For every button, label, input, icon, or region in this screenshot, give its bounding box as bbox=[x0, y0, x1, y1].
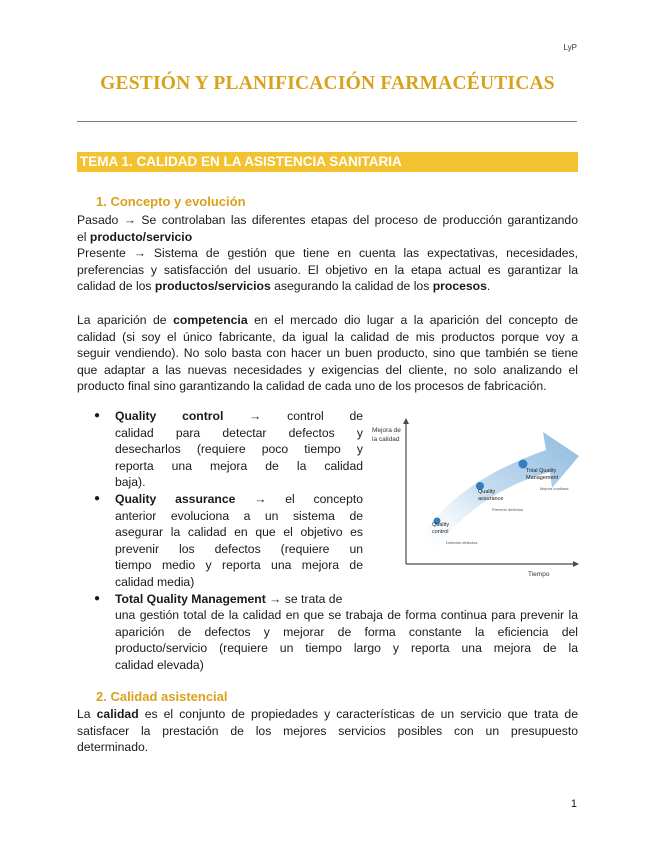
stage-label-tqm-2: Management bbox=[526, 475, 559, 481]
qa-line-6: calidad media) bbox=[115, 574, 195, 589]
stage-sub-qc: Detectar defectos bbox=[446, 540, 478, 545]
ca-line-3: determinado. bbox=[77, 740, 149, 755]
y-axis-label-1: Mejora de bbox=[372, 427, 401, 434]
qc-line-3: desecharlos (requiere poco tiempo y bbox=[115, 442, 363, 457]
ca-line-1: La calidad es el conjunto de propiedades y características de un servicio que trata de bbox=[77, 707, 578, 721]
stage-sub-qa: Prevenir defectos bbox=[492, 507, 524, 512]
title-divider bbox=[77, 121, 577, 122]
bullet-dot-icon: ● bbox=[94, 492, 101, 504]
paragraph-presente bbox=[77, 245, 578, 295]
bullet-dot-icon: ● bbox=[94, 410, 101, 421]
stage-label-qa-2: assurance bbox=[478, 496, 504, 502]
document-title: GESTIÓN Y PLANIFICACIÓN FARMACÉUTICAS bbox=[100, 73, 555, 94]
pasado-line-1: Pasado → Se controlaban las diferentes etapas del proceso de producción garantizando bbox=[77, 213, 578, 227]
x-axis-arrowhead bbox=[573, 561, 579, 567]
bold-calidad: calidad bbox=[96, 707, 139, 721]
presente-line-2: preferencias y satisfacción del usuario. El objetivo en la etapa actual es garantizar la bbox=[77, 262, 578, 277]
paragraph-pasado bbox=[77, 212, 578, 245]
comp-line-1: La aparición de competencia en el mercado dio lugar a la aparición del concepto de bbox=[77, 313, 578, 327]
stage-label-qc-2: control bbox=[432, 529, 449, 535]
stage-label-qc-1: Quality bbox=[432, 522, 450, 528]
comp-line-3: seguir vendiendo). No solo basta con hacer un buen producto, sino que también se tiene bbox=[77, 346, 578, 361]
paragraph-competencia bbox=[77, 312, 578, 395]
page-number: 1 bbox=[570, 798, 577, 810]
x-axis-label: Tiempo bbox=[528, 571, 550, 578]
qc-line-2: calidad para detectar defectos y bbox=[115, 425, 363, 440]
paragraph-calidad-asistencial bbox=[77, 706, 578, 756]
stage-label-qa-1: Quality bbox=[478, 489, 496, 495]
stage-label-tqm-1: Total Quality bbox=[526, 468, 557, 474]
pasado-line-2: el producto/servicio bbox=[77, 229, 193, 244]
comp-line-5: producto final sino garantizando la calidad de cada uno de los procesos de fabricación. bbox=[77, 379, 547, 394]
bold-procesos: procesos bbox=[432, 279, 487, 294]
bold-producto-servicio: producto/servicio bbox=[89, 229, 193, 244]
header-tag: LyP bbox=[563, 43, 577, 52]
stage-sub-tqm: Mejora continua bbox=[540, 486, 569, 491]
presente-line-1: Presente → Sistema de gestión que tiene en cuenta las expectativas, necesidades, bbox=[77, 246, 578, 260]
qa-line-2: anterior evoluciona a un sistema de bbox=[115, 508, 363, 523]
quality-evolution-figure bbox=[366, 410, 580, 580]
bold-competencia: competencia bbox=[173, 313, 248, 327]
section-heading-concepto: 1. Concepto y evolución bbox=[96, 194, 246, 209]
presente-line-3: calidad de los productos/servicios asegurando la calidad de los procesos. bbox=[77, 279, 491, 294]
tqm-line-4: producto/servicio (requiere un tiempo largo y reporta una mejora de la bbox=[115, 641, 578, 656]
y-axis-arrowhead bbox=[403, 418, 409, 424]
qc-line-1: Quality control → control de bbox=[115, 409, 364, 423]
comp-line-2: calidad (si soy el único fabricante, da igual la calidad de mis productos porque voy a bbox=[77, 329, 578, 344]
tqm-line-2: una gestión total de la calidad en que se trabaja de forma continua para prevenir la bbox=[115, 608, 578, 623]
qa-line-4: prevenir los defectos (requiere un bbox=[115, 541, 363, 556]
comp-line-4: que adaptar a las nuevas necesidades y exigencias del cliente, no solo analizando el bbox=[77, 362, 578, 377]
tqm-line-5: calidad elevada) bbox=[115, 657, 204, 672]
tqm-line-1: Total Quality Management → se trata de bbox=[115, 591, 343, 606]
bullet-dot-icon: ● bbox=[94, 592, 101, 604]
ca-line-2: satisfacer la prestación de los mejores servicios posibles con un presupuesto bbox=[77, 723, 578, 738]
topic-bar: TEMA 1. CALIDAD EN LA ASISTENCIA SANITARIA bbox=[77, 152, 578, 172]
section-heading-calidad-asistencial: 2. Calidad asistencial bbox=[96, 689, 228, 704]
qc-line-4: reporta una mejora de la calidad bbox=[115, 458, 363, 473]
qc-line-5: baja). bbox=[115, 475, 146, 490]
y-axis-label-2: la calidad bbox=[372, 436, 400, 443]
qa-line-3: asegurar la calidad en que el objetivo es bbox=[115, 525, 363, 540]
qa-line-5: tiempo medio y reporta una mejora de bbox=[115, 558, 363, 573]
qa-line-1: Quality assurance → el concepto bbox=[115, 491, 364, 506]
bold-productos-servicios: productos/servicios bbox=[154, 279, 271, 294]
tqm-line-3: aparición de defectos y mejorar de forma constante la eficiencia del bbox=[115, 624, 578, 639]
bullet-total-quality-management bbox=[94, 591, 578, 674]
